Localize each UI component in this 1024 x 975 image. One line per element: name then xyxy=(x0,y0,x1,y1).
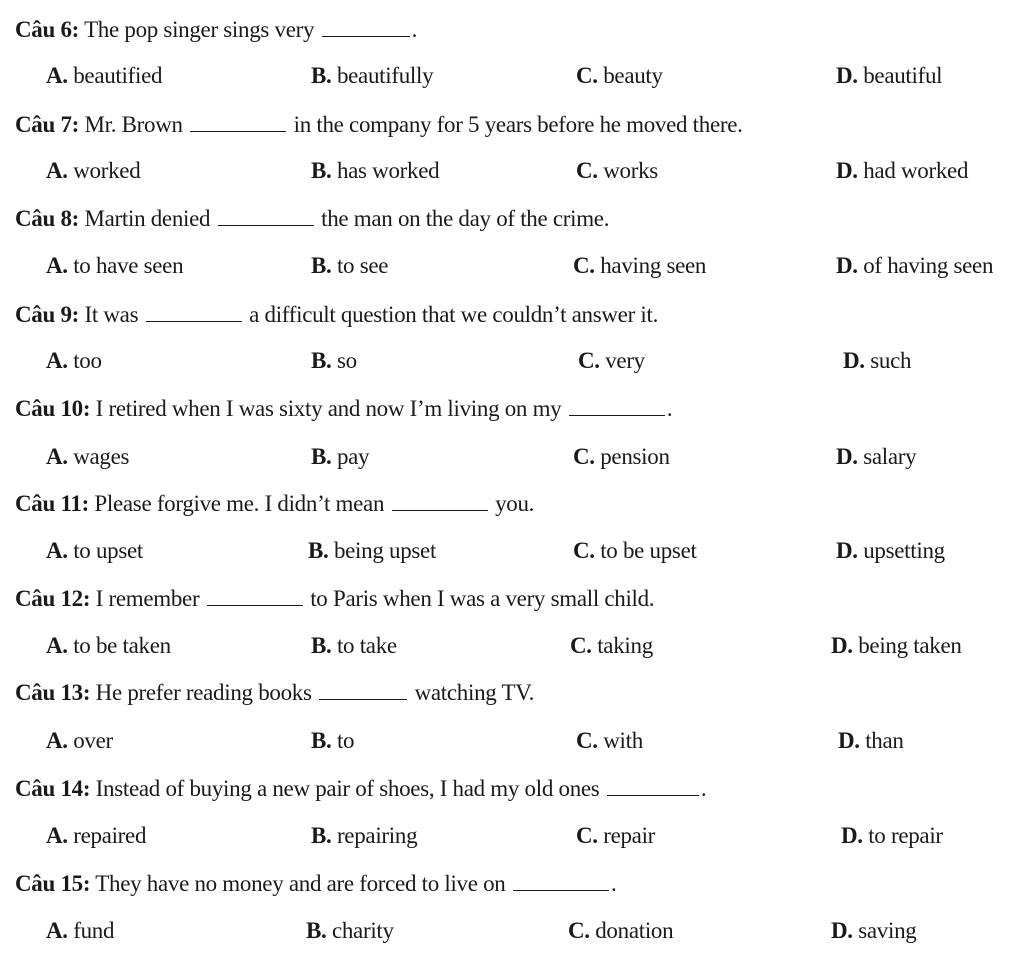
question-number: Câu 14 : xyxy=(15,776,90,801)
option-b: B. to xyxy=(311,728,355,753)
question-text-after: . xyxy=(610,871,617,896)
option-b: B. to take xyxy=(311,633,397,658)
question-text-before: The pop singer sings very xyxy=(84,17,315,42)
option-c: C. with xyxy=(576,728,643,753)
question-text-after: in the company for 5 years before he moved there. xyxy=(293,112,743,137)
question-number: Câu 6 : xyxy=(15,17,79,42)
question-number: Câu 12 : xyxy=(15,586,90,611)
option-d: D. to repair xyxy=(841,823,943,848)
option-b: B. so xyxy=(311,348,357,373)
option-d: D. than xyxy=(838,728,904,753)
option-a: A. worked xyxy=(46,158,141,183)
question-number: Câu 7 : xyxy=(15,112,79,137)
option-a: A. to upset xyxy=(46,538,144,563)
option-b: B. pay xyxy=(311,444,370,469)
question-11 xyxy=(15,491,534,517)
question-text-after: the man on the day of the crime. xyxy=(321,206,610,231)
question-14 xyxy=(15,776,706,802)
option-d: D. such xyxy=(843,348,912,373)
option-a: A. to be taken xyxy=(46,633,171,658)
option-d: D. being taken xyxy=(831,633,962,658)
question-number: Câu 11 : xyxy=(15,491,89,516)
question-text-before: Martin denied xyxy=(84,206,211,231)
option-d: D. had worked xyxy=(836,158,969,183)
option-d: D. of having seen xyxy=(836,253,994,278)
option-d: D. beautiful xyxy=(836,63,943,88)
option-c: C. donation xyxy=(568,918,674,943)
question-number: Câu 10 : xyxy=(15,396,90,421)
question-number: Câu 13 : xyxy=(15,680,90,705)
option-a: A. to have seen xyxy=(46,253,184,278)
question-text-after: watching TV. xyxy=(414,680,535,705)
option-d: D. salary xyxy=(836,444,917,469)
question-text-before: Instead of buying a new pair of shoes, I had my old ones xyxy=(95,776,600,801)
question-10 xyxy=(15,396,672,422)
question-text-after: . xyxy=(411,17,418,42)
option-a: A. over xyxy=(46,728,113,753)
option-a: A. beautified xyxy=(46,63,163,88)
option-a: A. fund xyxy=(46,918,115,943)
question-number: Câu 15 : xyxy=(15,871,90,896)
option-a: A. repaired xyxy=(46,823,147,848)
question-text-before: It was xyxy=(84,302,139,327)
answer-blank xyxy=(392,493,488,511)
question-text-before: They have no money and are forced to live on xyxy=(95,871,506,896)
option-c: C. to be upset xyxy=(573,538,697,563)
question-text-after: to Paris when I was a very small child. xyxy=(310,586,655,611)
answer-blank xyxy=(569,398,665,416)
question-number: Câu 9 : xyxy=(15,302,79,327)
option-b: B. repairing xyxy=(311,823,418,848)
question-12 xyxy=(15,586,654,612)
answer-blank xyxy=(190,114,286,132)
answer-blank xyxy=(146,304,242,322)
answer-blank xyxy=(319,682,407,700)
option-a: A. too xyxy=(46,348,102,373)
question-text-after: a difficult question that we couldn’t answer it. xyxy=(249,302,659,327)
answer-blank xyxy=(207,588,303,606)
question-text-before: I retired when I was sixty and now I’m living on my xyxy=(95,396,562,421)
option-d: D. upsetting xyxy=(836,538,945,563)
option-b: B. charity xyxy=(306,918,394,943)
question-text-after: . xyxy=(700,776,707,801)
question-text-after: you. xyxy=(495,491,535,516)
question-text-before: I remember xyxy=(95,586,200,611)
option-a: A. wages xyxy=(46,444,130,469)
question-8 xyxy=(15,206,609,232)
question-15 xyxy=(15,871,616,897)
option-c: C. very xyxy=(578,348,645,373)
question-9 xyxy=(15,302,658,328)
option-c: C. pension xyxy=(573,444,670,469)
question-6 xyxy=(15,17,417,43)
option-b: B. has worked xyxy=(311,158,440,183)
question-text-after: . xyxy=(666,396,673,421)
option-c: C. taking xyxy=(570,633,653,658)
answer-blank xyxy=(607,778,699,796)
option-b: B. being upset xyxy=(308,538,437,563)
answer-blank xyxy=(513,873,609,891)
question-text-before: Mr. Brown xyxy=(84,112,183,137)
answer-blank xyxy=(218,208,314,226)
option-d: D. saving xyxy=(831,918,917,943)
option-b: B. beautifully xyxy=(311,63,434,88)
question-text-before: Please forgive me. I didn’t mean xyxy=(94,491,385,516)
option-c: C. having seen xyxy=(573,253,707,278)
option-c: C. beauty xyxy=(576,63,663,88)
question-text-before: He prefer reading books xyxy=(95,680,312,705)
question-7 xyxy=(15,112,743,138)
question-number: Câu 8 : xyxy=(15,206,79,231)
option-b: B. to see xyxy=(311,253,389,278)
answer-blank xyxy=(322,19,410,37)
option-c: C. repair xyxy=(576,823,656,848)
question-13 xyxy=(15,680,534,706)
option-c: C. works xyxy=(576,158,658,183)
